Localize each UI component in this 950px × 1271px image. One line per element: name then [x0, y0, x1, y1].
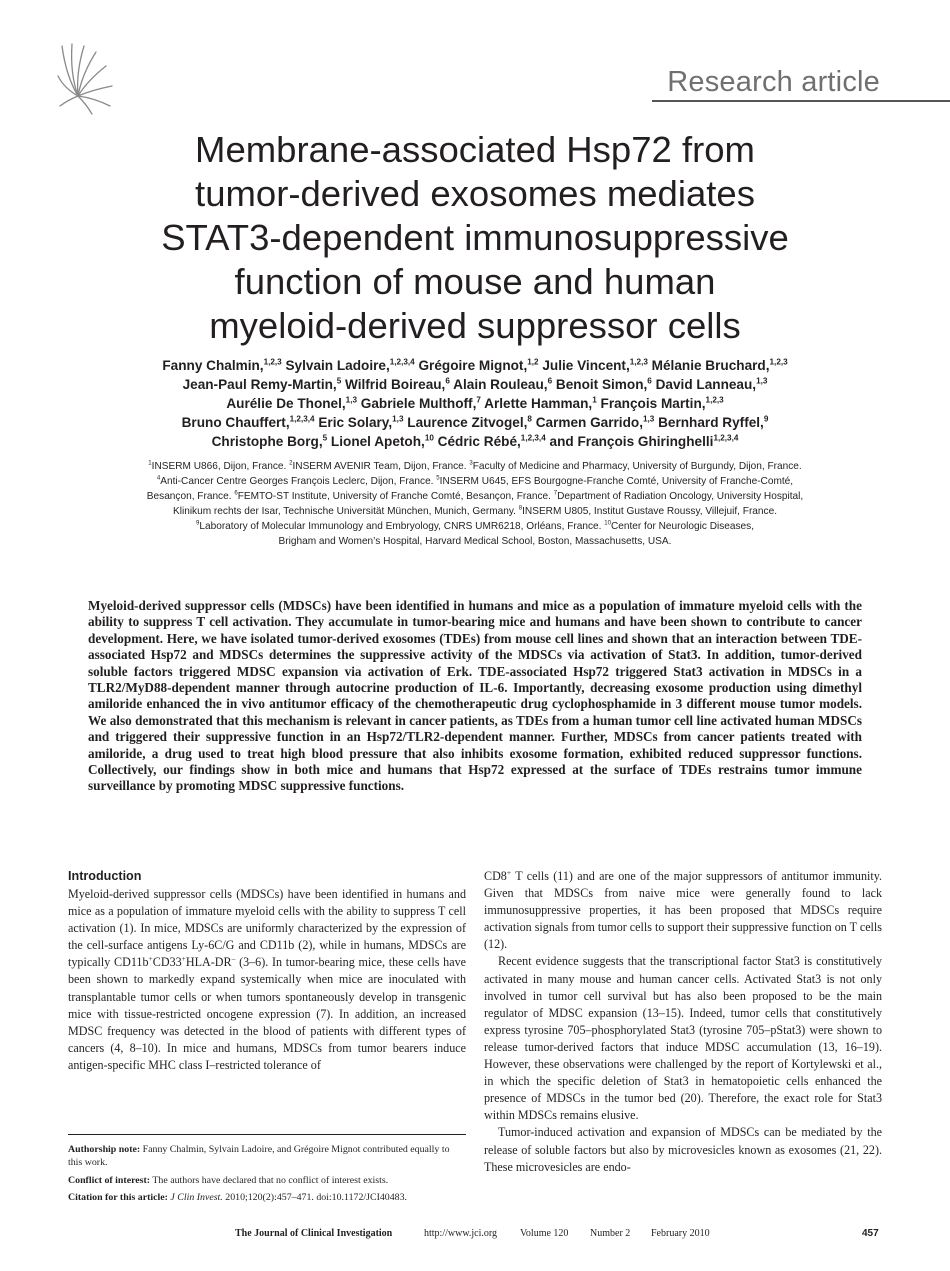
affiliation-list — [60, 460, 890, 549]
author-line — [30, 356, 920, 375]
superscript: – — [231, 954, 236, 964]
author-name: Sylvain Ladoire, — [281, 358, 390, 373]
conflict-note: Conflict of interest: The authors have declared that no conflict of interest exists. — [68, 1174, 389, 1186]
citation-note: Citation for this article: J Clin Invest. 2010;120(2):457–471. doi:10.1172/JCI40483. — [68, 1192, 408, 1204]
introduction-heading: Introduction — [68, 869, 142, 883]
affiliation-text: Department of Radiation Oncology, University Hospital, — [557, 490, 804, 502]
author-affiliation-ref: 1,2,3,4 — [289, 414, 315, 424]
header-rule — [652, 100, 950, 102]
author-name: Benoit Simon, — [552, 377, 648, 392]
text-run: (3–6). In tumor-bearing mice, these cells have been shown to markedly expand systemically when mice are inoculated with transplantable tumor cells or when tumors spontaneously develop in transgenic mice with tissue-restricted oncogene expression (7). In addition, an increased MDSC frequency was detected in the blood of patients with different types of cancers (4, 8–10). In mice and humans, MDSCs from tumor bearers induce antigen-specific MHC class I–restricted tolerance of — [68, 955, 466, 1072]
author-name: Gabriele Multhoff, — [357, 396, 477, 411]
author-line — [30, 413, 920, 432]
author-affiliation-ref: 9 — [763, 414, 769, 424]
author-name: David Lanneau, — [651, 377, 757, 392]
affiliation-number: 5 — [436, 475, 440, 482]
author-affiliation-ref: 1,3 — [642, 414, 655, 424]
affiliation-text: Besançon, France. — [146, 490, 235, 502]
text-run: HLA-DR — [185, 955, 232, 970]
author-name: Grégoire Mignot, — [414, 358, 528, 373]
author-affiliation-ref: 6 — [547, 376, 553, 386]
left-column — [68, 868, 466, 1074]
author-name: Wilfrid Boireau, — [341, 377, 446, 392]
affiliation-text: INSERM U645, EFS Bourgogne-Franche Comté, University of Franche-Comté, — [439, 475, 794, 487]
text-run: CD8 — [484, 869, 507, 883]
author-name: and François Ghiringhelli — [545, 434, 714, 449]
author-name: Laurence Zitvogel, — [403, 415, 528, 430]
author-affiliation-ref: 1,2,3 — [769, 357, 788, 367]
affiliation-line — [60, 490, 890, 505]
footer-url[interactable]: http://www.jci.org — [424, 1228, 498, 1239]
footer-volume: Volume 120 — [520, 1228, 569, 1239]
author-affiliation-ref: 1,3 — [345, 395, 358, 405]
author-affiliation-ref: 8 — [527, 414, 532, 424]
affiliation-number: 2 — [289, 460, 293, 467]
affiliation-number: 1 — [148, 460, 152, 467]
text-run: Myeloid-derived suppressor cells (MDSCs) have been identified in humans and mice as a population of immature myeloid cells with the ability to suppress T cell activation (1). In mice, MDSCs are uniformly characterized by the expression of the cell-surface antigens Ly-6C/G and CD11b (2), while in humans, MDSCs are typically CD11b — [68, 887, 466, 970]
title-line: STAT3-dependent immunosuppressive — [161, 217, 789, 258]
notes-divider — [68, 1134, 466, 1135]
affiliation-line — [60, 475, 890, 490]
affiliation-text: FEMTO-ST Institute, University of Franche Comté, Besançon, France. — [237, 490, 554, 502]
journal-logo-fan-icon — [56, 36, 116, 116]
abstract: Myeloid-derived suppressor cells (MDSCs) have been identified in humans and mice as a population of immature myeloid cells with the ability to suppress T cell activation. They accumulate in tumor-bearing mice and humans and have been shown to contribute to cancer development. Here, we have isolated tumor-derived exosomes (TDEs) from mouse cell lines and shown that an interaction between TDE-associated Hsp72 and MDSCs determines the suppressive activity of the MDSCs via activation of Stat3. In addition, tumor-derived soluble factors triggered MDSC expansion via activation of Erk. TDE-associated Hsp72 triggered Stat3 activation in MDSCs in a TLR2/MyD88-dependent manner through autocrine production of IL-6. Importantly, decreasing exosome production using dimethyl amiloride enhanced the in vivo antitumor efficacy of the chemotherapeutic drug cyclophosphamide in 3 different mouse tumor models. We also demonstrated that this mechanism is relevant in cancer patients, as TDEs from a human tumor cell line activated human MDSCs and triggered their suppressive function in an Hsp72/TLR2-dependent manner. Further, MDSCs from cancer patients treated with amiloride, a drug used to treat high blood pressure that also inhibits exosome formation, exhibited reduced suppressor functions. Collectively, our findings show in both mice and humans that Hsp72 expressed at the surface of TDEs restrains tumor immune surveillance by promoting MDSC suppressive functions. — [88, 598, 862, 794]
footnotes — [68, 1143, 466, 1209]
affiliation-number: 9 — [195, 520, 200, 527]
affiliation-text: Faculty of Medicine and Pharmacy, University of Burgundy, Dijon, France. — [472, 461, 802, 472]
text-run: CD33 — [152, 955, 182, 970]
affiliation-number: 10 — [604, 520, 611, 527]
author-affiliation-ref: 1,3 — [392, 414, 404, 424]
author-affiliation-ref: 1,2,3,4 — [713, 433, 739, 443]
affiliation-line — [60, 505, 890, 520]
author-name: Bernhard Ryffel, — [654, 415, 764, 430]
author-name: Alain Rouleau, — [449, 377, 548, 392]
author-line — [30, 394, 920, 413]
title-line: tumor-derived exosomes mediates — [195, 173, 755, 214]
article-title — [80, 128, 870, 348]
title-line: Membrane-associated Hsp72 from — [195, 129, 755, 170]
affiliation-number: 6 — [234, 490, 238, 497]
right-column — [484, 868, 882, 1176]
text-run: T cells (11) and are one of the major suppressors of antitumor immunity. Given that MDSCs from naive mice were generally found to lack immunosuppressive properties, it has been proposed that MDSCs require activation signals from tumor cells to support their suppressive function on T cells (12). — [484, 869, 882, 952]
author-name: Arlette Hamman, — [480, 396, 593, 411]
affiliation-text: Klinikum rechts der Isar, Technische Universität München, Munich, Germany. — [172, 505, 519, 517]
author-name: Aurélie De Thonel, — [226, 396, 346, 411]
superscript: + — [181, 954, 186, 964]
author-line — [30, 375, 920, 394]
author-affiliation-ref: 5 — [336, 376, 342, 386]
author-name: Cédric Rébé, — [433, 434, 521, 449]
affiliation-text: Anti-Cancer Centre Georges François Leclerc, Dijon, France. — [160, 475, 437, 487]
author-line — [30, 432, 920, 451]
page-footer — [0, 1228, 950, 1244]
author-name: Fanny Chalmin, — [162, 358, 264, 373]
author-affiliation-ref: 1,3 — [756, 376, 768, 386]
title-line: myeloid-derived suppressor cells — [209, 305, 741, 346]
affiliation-text: INSERM AVENIR Team, Dijon, France. — [292, 461, 470, 472]
author-name: Julie Vincent, — [538, 358, 630, 373]
author-affiliation-ref: 1,2,3,4 — [389, 357, 415, 367]
author-affiliation-ref: 7 — [476, 395, 481, 405]
author-affiliation-ref: 1,2,3 — [629, 357, 648, 367]
title-line: function of mouse and human — [234, 261, 716, 302]
author-name: Mélanie Bruchard, — [647, 358, 770, 373]
page-number: 457 — [862, 1228, 879, 1239]
affiliation-line — [60, 520, 890, 535]
affiliation-text: INSERM U805, Institut Gustave Roussy, Villejuif, France. — [522, 505, 777, 517]
author-affiliation-ref: 1 — [592, 395, 597, 405]
intro-paragraph — [68, 886, 466, 1074]
author-affiliation-ref: 1,2 — [527, 357, 539, 367]
author-affiliation-ref: 5 — [322, 433, 328, 443]
affiliation-text: Center for Neurologic Diseases, — [610, 520, 755, 532]
author-affiliation-ref: 6 — [647, 376, 652, 386]
section-label: Research article — [667, 66, 880, 98]
author-affiliation-ref: 1,2,3 — [263, 357, 282, 367]
author-affiliation-ref: 10 — [424, 433, 434, 443]
superscript: + — [148, 954, 153, 964]
intro-paragraph-continued — [484, 868, 882, 953]
author-affiliation-ref: 1,2,3,4 — [520, 433, 546, 443]
footer-date: February 2010 — [651, 1228, 710, 1239]
author-name: Lionel Apetoh, — [327, 434, 425, 449]
affiliation-number: 8 — [518, 505, 523, 512]
author-name: Christophe Borg, — [211, 434, 323, 449]
author-name: Eric Solary, — [314, 415, 393, 430]
affiliation-text: INSERM U866, Dijon, France. — [151, 461, 290, 472]
author-affiliation-ref: 6 — [445, 376, 450, 386]
affiliation-text: Brigham and Women’s Hospital, Harvard Medical School, Boston, Massachusetts, USA. — [278, 535, 672, 547]
author-name: Carmen Garrido, — [531, 415, 643, 430]
affiliation-text: Laboratory of Molecular Immunology and Embryology, CNRS UMR6218, Orléans, France. — [199, 520, 605, 532]
affiliation-number: 3 — [469, 460, 473, 467]
author-name: Bruno Chauffert, — [181, 415, 290, 430]
author-name: Jean-Paul Remy-Martin, — [182, 377, 337, 392]
superscript: + — [506, 867, 512, 877]
affiliation-number: 4 — [156, 475, 161, 482]
affiliation-line — [60, 460, 890, 475]
intro-paragraph: Recent evidence suggests that the transcriptional factor Stat3 is constitutively activated in many mouse and human cancer cells. Activated Stat3 is not only involved in tumor cell survival but has also been proposed to be the main regulator of MDSC expansion (13–15). Indeed, tumor cells that constitutively express tyrosine 705–phosphorylated Stat3 (tyrosine 705–pStat3) were shown to release tumor-derived factors that induce MDSC accumulation (13, 16–19). However, these observations were challenged by the report of Kortylewski et al., in which the specific deletion of Stat3 in hematopoietic cells enhanced the presence of MDSCs in the tumor bed (20). Therefore, the exact role for Stat3 within MDSCs remains elusive. — [484, 954, 882, 1123]
intro-paragraph: Tumor-induced activation and expansion of MDSCs can be mediated by the release of soluble factors but also by microvesicles known as exosomes (21, 22). These microvesicles are endo- — [484, 1125, 882, 1174]
footer-number: Number 2 — [590, 1228, 631, 1239]
author-list — [30, 356, 920, 451]
author-name: François Martin, — [596, 396, 706, 411]
author-affiliation-ref: 1,2,3 — [705, 395, 724, 405]
affiliation-line — [60, 535, 890, 550]
affiliation-number: 7 — [553, 490, 558, 497]
authorship-note: Authorship note: Fanny Chalmin, Sylvain Ladoire, and Grégoire Mignot contributed equally to this work. — [68, 1144, 450, 1169]
footer-journal: The Journal of Clinical Investigation — [235, 1228, 393, 1239]
